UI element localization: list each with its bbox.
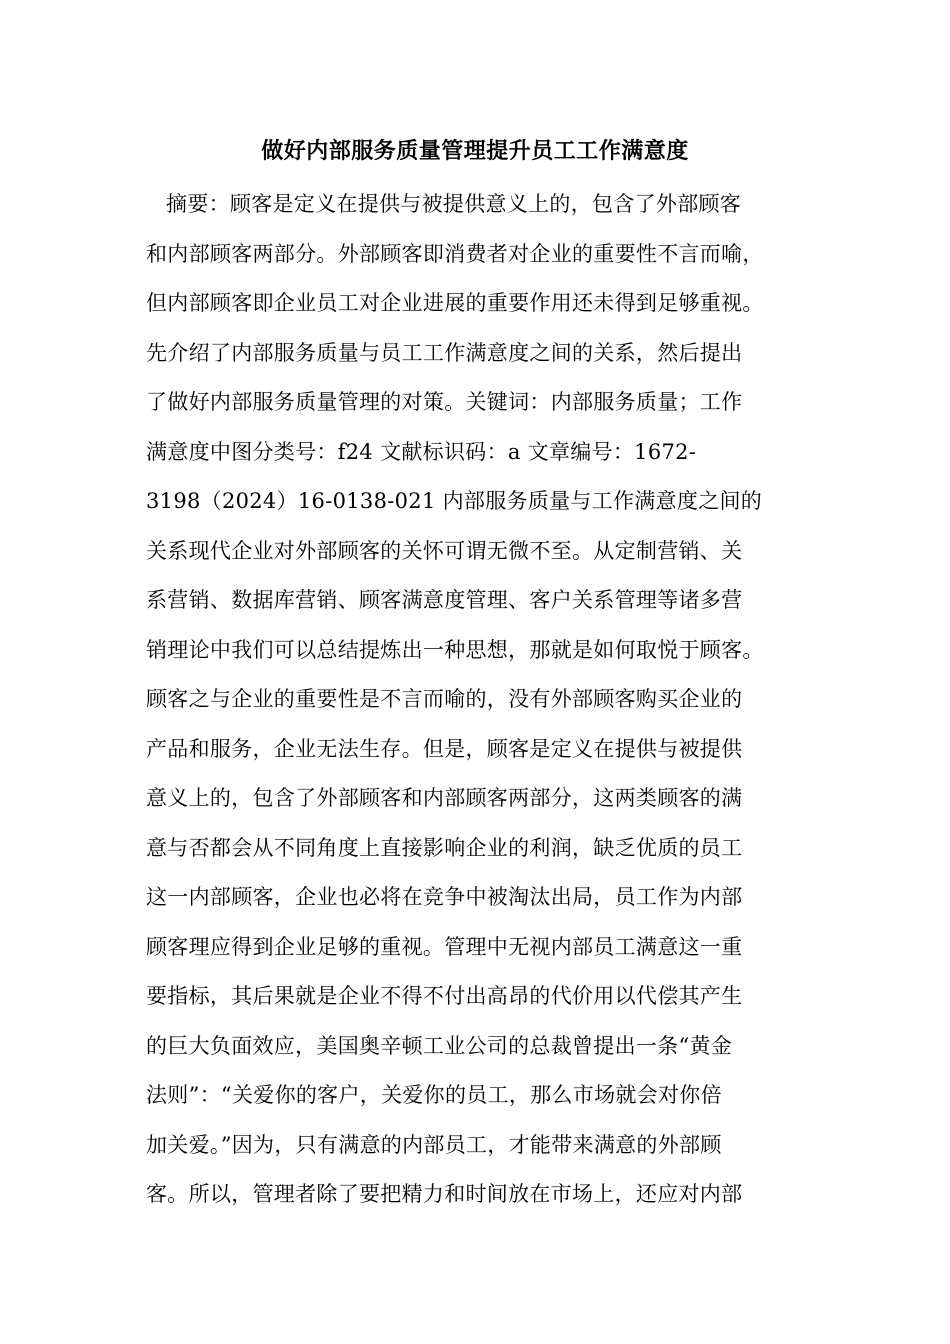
document-body <box>146 180 806 1220</box>
text-line: 但内部顾客即企业员工对企业进展的重要作用还未得到足够重视。 <box>146 291 764 315</box>
text-line: 产品和服务，企业无法生存。但是，顾客是定义在提供与被提供 <box>146 736 743 761</box>
text-line: 关系现代企业对外部顾客的关怀可谓无微不至。从定制营销、关 <box>146 538 743 563</box>
text-line: 要指标，其后果就是企业不得不付出高昂的代价用以代偿其产生 <box>146 984 743 1008</box>
text-line: 法则”：“关爱你的客户，关爱你的员工，那么市场就会对你倍 <box>146 1083 722 1107</box>
text-line: 3198（2024）16-0138-021 内部服务质量与工作满意度之间的 <box>146 489 763 513</box>
text-line: 系营销、数据库营销、顾客满意度管理、客户关系管理等诸多营 <box>146 588 743 612</box>
text-line: 和内部顾客两部分。外部顾客即消费者对企业的重要性不言而喻， <box>146 241 764 266</box>
text-line: 了做好内部服务质量管理的对策。关键词：内部服务质量；工作 <box>146 390 743 414</box>
text-line: 意义上的，包含了外部顾客和内部顾客两部分，这两类顾客的满 <box>146 786 743 810</box>
text-line: 的巨大负面效应，美国奥辛顿工业公司的总裁曾提出一条“黄金 <box>146 1033 733 1058</box>
document-title: 做好内部服务质量管理提升员工工作满意度 <box>261 138 689 164</box>
text-line: 客。所以，管理者除了要把精力和时间放在市场上，还应对内部 <box>146 1182 743 1206</box>
text-line: 摘要：顾客是定义在提供与被提供意义上的，包含了外部顾客 <box>166 192 742 216</box>
text-line: 先介绍了内部服务质量与员工工作满意度之间的关系，然后提出 <box>146 340 743 365</box>
text-line: 顾客理应得到企业足够的重视。管理中无视内部员工满意这一重 <box>146 934 743 959</box>
text-line: 这一内部顾客，企业也必将在竞争中被淘汰出局，员工作为内部 <box>146 885 743 909</box>
text-line: 销理论中我们可以总结提炼出一种思想，那就是如何取悦于顾客。 <box>146 637 764 662</box>
text-line: 意与否都会从不同角度上直接影响企业的利润，缺乏优质的员工 <box>146 835 743 860</box>
text-line: 顾客之与企业的重要性是不言而喻的，没有外部顾客购买企业的 <box>146 687 743 711</box>
text-line: 加关爱。”因为，只有满意的内部员工，才能带来满意的外部顾 <box>146 1132 722 1157</box>
text-line: 满意度中图分类号：f24 文献标识码：a 文章编号：1672- <box>146 439 697 464</box>
